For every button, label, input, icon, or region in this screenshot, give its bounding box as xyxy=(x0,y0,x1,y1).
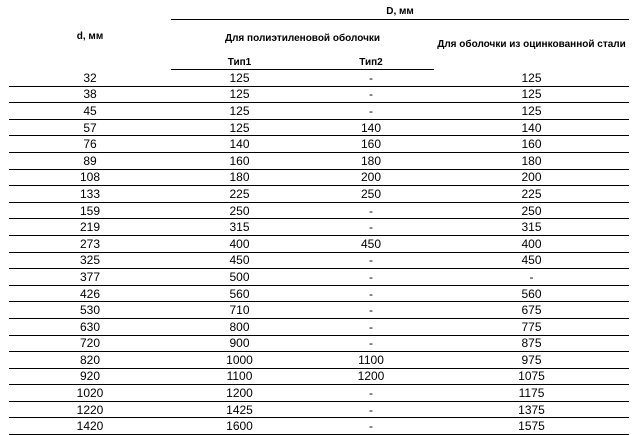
cell-d: 630 xyxy=(9,318,171,335)
cell-d: 32 xyxy=(9,70,171,87)
cell-steel: 1375 xyxy=(434,401,629,418)
cell-type1: 125 xyxy=(171,70,308,87)
cell-type2: - xyxy=(308,252,434,269)
cell-type2: - xyxy=(308,302,434,319)
table-row xyxy=(9,418,629,435)
cell-d: 1220 xyxy=(9,401,171,418)
cell-type1: 400 xyxy=(171,235,308,252)
cell-type2: - xyxy=(308,385,434,402)
cell-type2: 140 xyxy=(308,119,434,136)
header-D: D, мм xyxy=(171,4,629,20)
cell-steel: 140 xyxy=(434,119,629,136)
dimensions-table xyxy=(9,4,629,435)
table-row xyxy=(9,352,629,369)
cell-steel: 315 xyxy=(434,219,629,236)
table-row xyxy=(9,70,629,87)
cell-d: 530 xyxy=(9,302,171,319)
table-row xyxy=(9,202,629,219)
cell-steel: 125 xyxy=(434,70,629,87)
cell-type1: 500 xyxy=(171,269,308,286)
cell-type1: 900 xyxy=(171,335,308,352)
cell-type1: 1600 xyxy=(171,418,308,435)
cell-steel: 225 xyxy=(434,186,629,203)
cell-type1: 710 xyxy=(171,302,308,319)
cell-type1: 125 xyxy=(171,103,308,120)
cell-type2: 160 xyxy=(308,136,434,153)
cell-type1: 1100 xyxy=(171,368,308,385)
cell-d: 57 xyxy=(9,119,171,136)
cell-steel: 1075 xyxy=(434,368,629,385)
cell-type2: - xyxy=(308,285,434,302)
header-polyethylene: Для полиэтиленовой оболочки xyxy=(224,32,381,44)
cell-type2: - xyxy=(308,103,434,120)
table-row xyxy=(9,285,629,302)
table-row xyxy=(9,136,629,153)
cell-steel: 160 xyxy=(434,136,629,153)
cell-type1: 140 xyxy=(171,136,308,153)
cell-d: 159 xyxy=(9,202,171,219)
cell-type2: - xyxy=(308,202,434,219)
table-row xyxy=(9,318,629,335)
table-row xyxy=(9,368,629,385)
cell-type2: 1200 xyxy=(308,368,434,385)
cell-steel: 1175 xyxy=(434,385,629,402)
cell-type2: 250 xyxy=(308,186,434,203)
cell-type1: 560 xyxy=(171,285,308,302)
cell-steel: 560 xyxy=(434,285,629,302)
cell-type1: 1000 xyxy=(171,352,308,369)
cell-steel: 200 xyxy=(434,169,629,186)
header-type2: Тип2 xyxy=(308,57,434,70)
table-row xyxy=(9,235,629,252)
cell-type2: - xyxy=(308,86,434,103)
cell-type1: 1200 xyxy=(171,385,308,402)
header-d: d, мм xyxy=(76,30,104,42)
cell-type1: 250 xyxy=(171,202,308,219)
cell-type2: 200 xyxy=(308,169,434,186)
cell-type2: 180 xyxy=(308,152,434,169)
table-row xyxy=(9,252,629,269)
table-row xyxy=(9,401,629,418)
cell-type2: - xyxy=(308,401,434,418)
table-row xyxy=(9,86,629,103)
header-type1: Тип1 xyxy=(171,57,308,70)
cell-d: 38 xyxy=(9,86,171,103)
table-row xyxy=(9,152,629,169)
cell-type1: 125 xyxy=(171,86,308,103)
cell-d: 273 xyxy=(9,235,171,252)
table-row xyxy=(9,186,629,203)
cell-type2: - xyxy=(308,335,434,352)
cell-steel: 775 xyxy=(434,318,629,335)
cell-d: 426 xyxy=(9,285,171,302)
table-row xyxy=(9,269,629,286)
cell-steel: 125 xyxy=(434,103,629,120)
cell-type1: 225 xyxy=(171,186,308,203)
cell-type1: 450 xyxy=(171,252,308,269)
table-body xyxy=(9,70,629,435)
cell-type1: 125 xyxy=(171,119,308,136)
cell-steel: 180 xyxy=(434,152,629,169)
cell-d: 219 xyxy=(9,219,171,236)
cell-steel: 875 xyxy=(434,335,629,352)
cell-d: 89 xyxy=(9,152,171,169)
cell-d: 720 xyxy=(9,335,171,352)
cell-steel: 675 xyxy=(434,302,629,319)
cell-d: 820 xyxy=(9,352,171,369)
cell-steel: 975 xyxy=(434,352,629,369)
table-row xyxy=(9,169,629,186)
table-header xyxy=(9,4,629,70)
cell-d: 377 xyxy=(9,269,171,286)
cell-steel: 125 xyxy=(434,86,629,103)
table-row xyxy=(9,119,629,136)
cell-type1: 800 xyxy=(171,318,308,335)
cell-d: 133 xyxy=(9,186,171,203)
cell-d: 76 xyxy=(9,136,171,153)
cell-d: 920 xyxy=(9,368,171,385)
table-row xyxy=(9,302,629,319)
cell-type2: - xyxy=(308,318,434,335)
cell-type2: - xyxy=(308,269,434,286)
cell-type2: 1100 xyxy=(308,352,434,369)
table-row xyxy=(9,335,629,352)
cell-type2: - xyxy=(308,70,434,87)
cell-steel: - xyxy=(434,269,629,286)
cell-steel: 450 xyxy=(434,252,629,269)
cell-d: 45 xyxy=(9,103,171,120)
cell-type1: 160 xyxy=(171,152,308,169)
cell-steel: 400 xyxy=(434,235,629,252)
cell-d: 1420 xyxy=(9,418,171,435)
cell-d: 325 xyxy=(9,252,171,269)
cell-type2: - xyxy=(308,219,434,236)
cell-steel: 1575 xyxy=(434,418,629,435)
table-row xyxy=(9,385,629,402)
cell-d: 108 xyxy=(9,169,171,186)
cell-type2: 450 xyxy=(308,235,434,252)
table-row xyxy=(9,219,629,236)
cell-type1: 180 xyxy=(171,169,308,186)
cell-steel: 250 xyxy=(434,202,629,219)
cell-type2: - xyxy=(308,418,434,435)
header-steel: Для оболочки из оцинкованной стали xyxy=(437,38,626,50)
cell-type1: 1425 xyxy=(171,401,308,418)
table-row xyxy=(9,103,629,120)
cell-d: 1020 xyxy=(9,385,171,402)
cell-type1: 315 xyxy=(171,219,308,236)
